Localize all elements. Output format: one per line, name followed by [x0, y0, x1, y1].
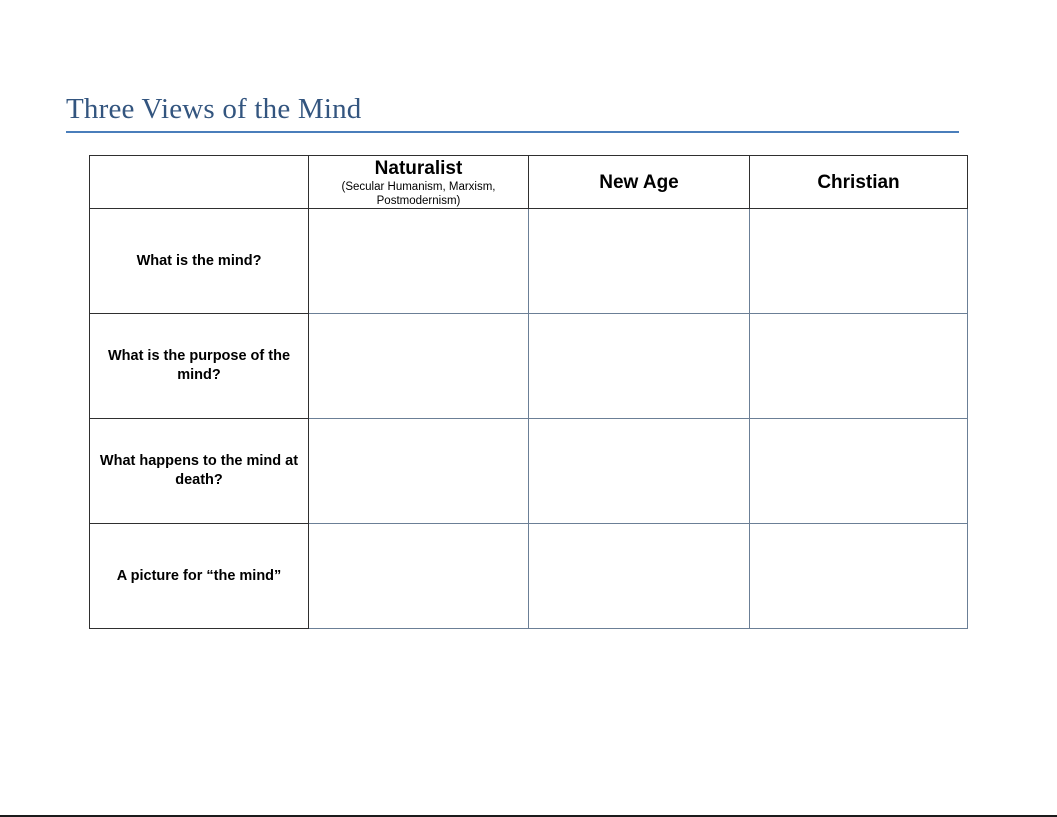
answer-cell-new-age-row1[interactable] — [529, 209, 750, 314]
row-header-what-is-the-mind — [90, 209, 309, 314]
row-header-picture-for-the-mind — [90, 524, 309, 629]
row-header-label: What is the purpose of the mind? — [107, 348, 291, 383]
answer-cell-naturalist-row1[interactable] — [309, 209, 529, 314]
column-header-naturalist-sublabel: (Secular Humanism, Marxism, Postmodernism) — [341, 180, 496, 207]
column-header-christian-label: Christian — [817, 171, 900, 193]
three-views-table — [89, 155, 968, 629]
table-row — [90, 524, 968, 629]
column-header-naturalist — [309, 156, 529, 209]
column-header-new-age — [529, 156, 750, 209]
row-header-label: What is the mind? — [136, 252, 262, 269]
row-header-purpose-of-the-mind — [90, 314, 309, 419]
table-row — [90, 419, 968, 524]
table-corner-cell — [90, 156, 309, 209]
table-row — [90, 209, 968, 314]
answer-cell-new-age-row3[interactable] — [529, 419, 750, 524]
row-header-mind-at-death — [90, 419, 309, 524]
table-row — [90, 314, 968, 419]
answer-cell-christian-row2[interactable] — [750, 314, 968, 419]
answer-cell-naturalist-row4[interactable] — [309, 524, 529, 629]
row-header-label: A picture for “the mind” — [116, 567, 282, 584]
column-header-naturalist-label: Naturalist — [374, 157, 463, 179]
answer-cell-christian-row1[interactable] — [750, 209, 968, 314]
answer-cell-naturalist-row3[interactable] — [309, 419, 529, 524]
column-header-new-age-label: New Age — [599, 171, 679, 193]
answer-cell-christian-row4[interactable] — [750, 524, 968, 629]
answer-cell-new-age-row2[interactable] — [529, 314, 750, 419]
table-header-row — [90, 156, 968, 209]
row-header-label: What happens to the mind at death? — [99, 453, 299, 488]
answer-cell-naturalist-row2[interactable] — [309, 314, 529, 419]
column-header-christian — [750, 156, 968, 209]
page-title: Three Views of the Mind — [66, 93, 362, 125]
answer-cell-new-age-row4[interactable] — [529, 524, 750, 629]
title-underline — [66, 131, 959, 133]
answer-cell-christian-row3[interactable] — [750, 419, 968, 524]
